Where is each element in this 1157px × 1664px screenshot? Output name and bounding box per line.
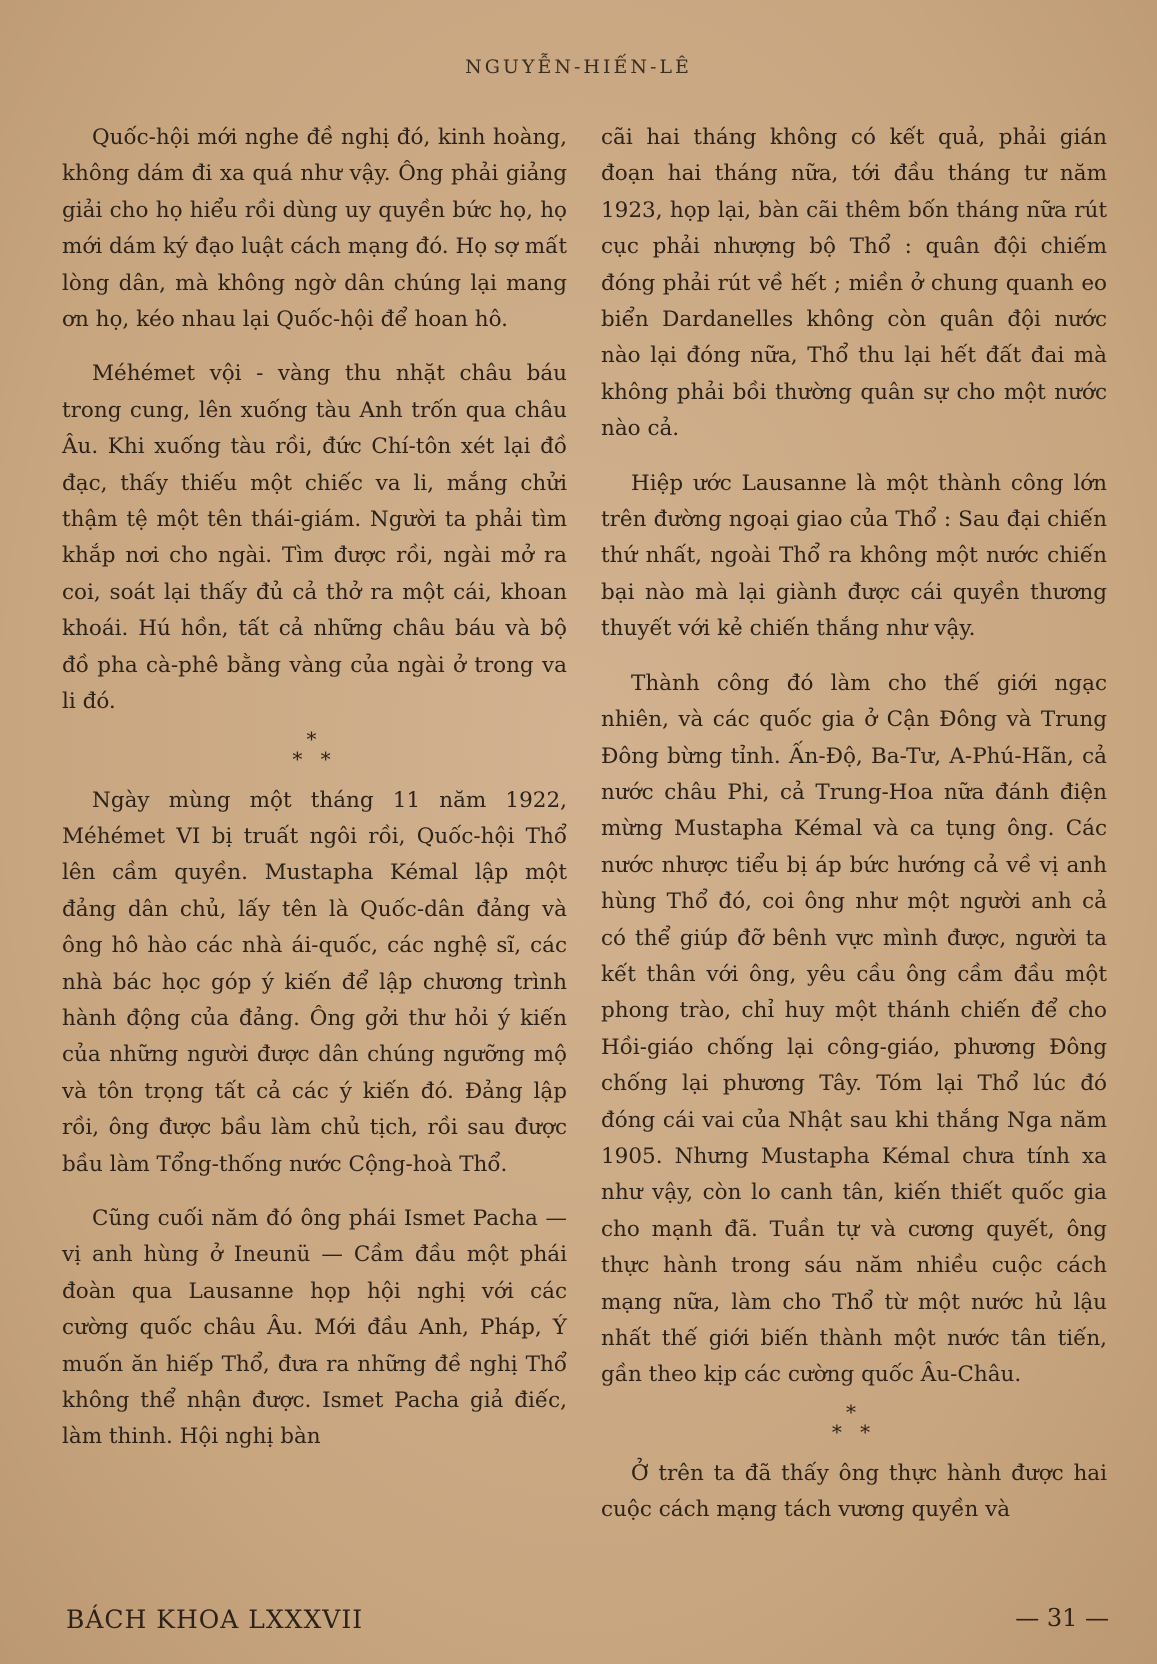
section-separator: [62, 726, 567, 771]
left-column: [62, 120, 567, 1474]
paragraph: Quốc-hội mới nghe đề nghị đó, kinh hoàng, không dám đi xa quá như vậy. Ông phải giảng giải cho họ hiểu rồi dùng uy quyền bức họ, họ mới dám ký đạo luật cách mạng đó. Họ sợ mất lòng dân, mà không ngờ dân chúng lại mang ơn họ, kéo nhau lại Quốc-hội để hoan hô.: [62, 125, 567, 333]
paragraph: Thành công đó làm cho thế giới ngạc nhiên, và các quốc gia ở Cận Đông và Trung Đông bừng tỉnh. Ấn-Độ, Ba-Tư, A-Phú-Hãn, cả nước châu Phi, cả Trung-Hoa nữa đánh điện mừng Mustapha Kémal và ca tụng ông. Các nước nhược tiểu bị áp bức hướng cả về vị anh hùng Thổ đó, coi ông như một người anh cả có thể giúp đỡ bênh vực mình được, người ta kết thân với ông, yêu cầu ông cầm đầu một phong trào, chỉ huy một thánh chiến để cho Hồi-giáo chống lại công-giáo, phương Đông chống lại phương Tây. Tóm lại Thổ lúc đó đóng cái vai của Nhật sau khi thắng Nga năm 1905. Nhưng Mustapha Kémal chưa tính xa như vậy, còn lo canh tân, kiến thiết quốc gia cho mạnh đã. Tuần tự và cương quyết, ông thực hành trong sáu năm nhiều cuộc cách mạng nữa, làm cho Thổ từ một nước hủ lậu nhất thế giới biến thành một nước tân tiến, gần theo kịp các cường quốc Âu-Châu.: [601, 670, 1107, 1388]
separator-star: *: [846, 1399, 862, 1424]
paragraph: cãi hai tháng không có kết quả, phải gián đoạn hai tháng nữa, tới đầu tháng tư năm 1923, họp lại, bàn cãi thêm bốn tháng nữa rút cục phải nhượng bộ Thổ : quân đội chiếm đóng phải rút về hết ; miền ở chung quanh eo biển Dardanelles không còn quân đội nước nào lại đóng nữa, Thổ thu lại hết đất đai mà không phải bồi thường quân sự cho một nước nào cả.: [601, 125, 1107, 442]
separator-stars: * *: [831, 1419, 877, 1444]
paragraph: Cũng cuối năm đó ông phái Ismet Pacha — vị anh hùng ở Ineunü — Cầm đầu một phái đoàn qua Lausanne họp hội nghị với các cường quốc châu Âu. Mới đầu Anh, Pháp, Ý muốn ăn hiếp Thổ, đưa ra những đề nghị Thổ không thể nhận được. Ismet Pacha giả điếc, làm thinh. Hội nghị bàn: [62, 1205, 567, 1450]
right-column: [601, 120, 1107, 1547]
paragraph: Hiệp ước Lausanne là một thành công lớn trên đường ngoại giao của Thổ : Sau đại chiến thứ nhất, ngoài Thổ ra không một nước chiến bại nào mà lại giành được cái quyền thương thuyết với kẻ chiến thắng như vậy.: [601, 470, 1107, 642]
paragraph: Ngày mùng một tháng 11 năm 1922, Méhémet VI bị truất ngôi rồi, Quốc-hội Thổ lên cầm quyền. Mustapha Kémal lập một đảng dân chủ, lấy tên là Quốc-dân đảng và ông hô hào các nhà ái-quốc, các nghệ sĩ, các nhà bác học góp ý kiến để lập chương trình hành động của đảng. Ông gởi thư hỏi ý kiến của những người được dân chúng ngưỡng mộ và tôn trọng tất cả các ý kiến đó. Đảng lập rồi, ông được bầu làm chủ tịch, rồi sau được bầu làm Tổng-thống nước Cộng-hoà Thổ.: [62, 787, 567, 1177]
section-separator: [601, 1399, 1107, 1444]
paragraph: Ở trên ta đã thấy ông thực hành được hai cuộc cách mạng tách vương quyền và: [601, 1460, 1107, 1523]
running-header: NGUYỄN-HIẾN-LÊ: [465, 56, 692, 78]
publication-footer: BÁCH KHOA LXXXVII: [66, 1605, 364, 1634]
separator-star: *: [306, 726, 323, 751]
paragraph: Méhémet vội - vàng thu nhặt châu báu trong cung, lên xuống tàu Anh trốn qua châu Âu. Khi xuống tàu rồi, đức Chí-tôn xét lại đồ đạc, thấy thiếu một chiếc va li, mắng chửi thậm tệ một tên thái-giám. Người ta phải tìm khắp nơi cho ngài. Tìm được rồi, ngài mở ra coi, soát lại thấy đủ cả thở ra một cái, khoan khoái. Hú hồn, tất cả những châu báu và bộ đồ pha cà-phê bằng vàng của ngài ở trong va li đó.: [62, 361, 567, 715]
page-number: — 31 —: [1015, 1604, 1109, 1632]
separator-stars: * *: [292, 746, 337, 771]
